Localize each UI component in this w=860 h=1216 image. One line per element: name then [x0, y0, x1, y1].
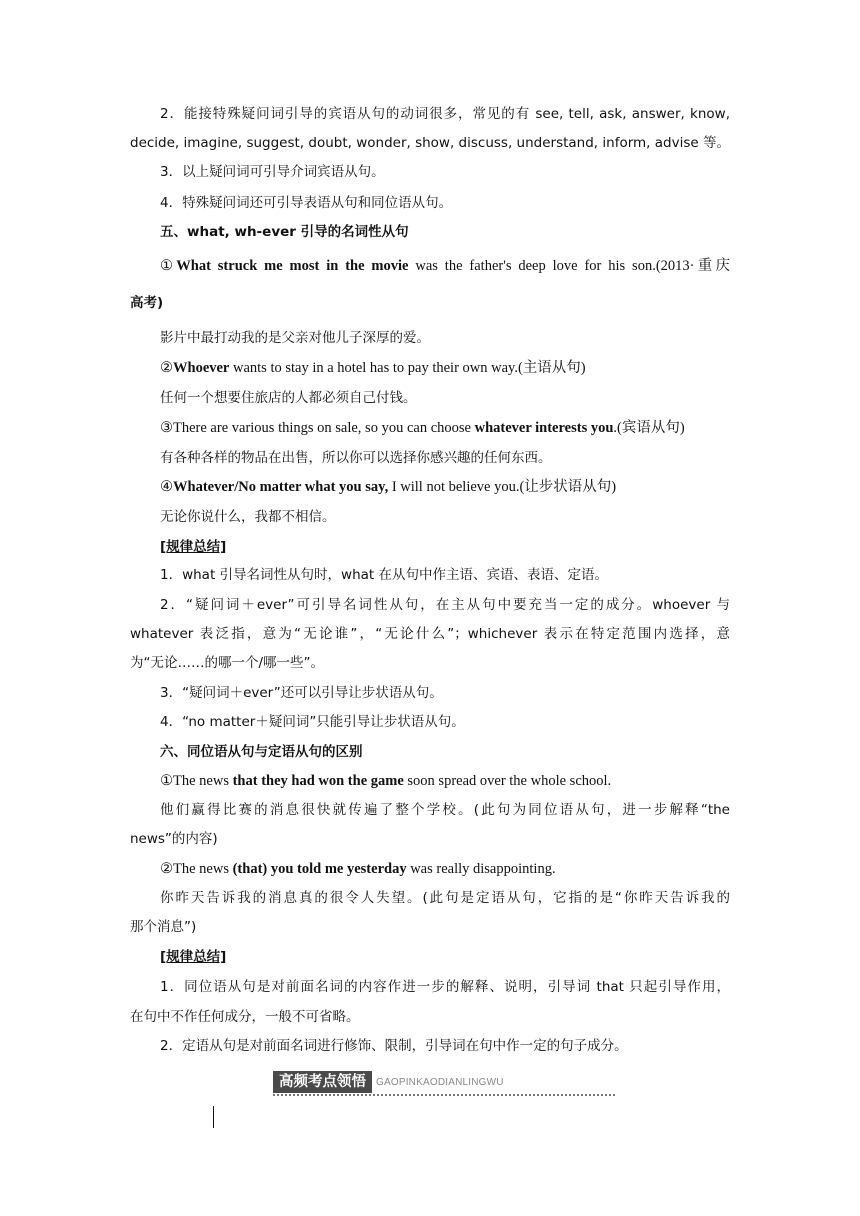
paragraph-line: 2．能接特殊疑问词引导的宾语从句的动词很多，常见的有 see, tell, ask, answer, know,: [160, 106, 730, 122]
paragraph-line: 在句中不作任何成分，一般不可省略。: [130, 1009, 360, 1025]
translation-line: news”的内容): [130, 831, 218, 847]
example-marker: ④: [160, 479, 173, 495]
example-sentence: [160, 477, 730, 497]
paragraph-line: decide, imagine, suggest, doubt, wonder, show, discuss, understand, inform, advise 等。: [130, 135, 730, 151]
section-heading: 六、同位语从句与定语从句的区别: [160, 744, 363, 760]
paragraph-line: 高考): [130, 295, 164, 311]
paragraph-line: whatever 表泛指，意为“无论谁”，“无论什么”；whichever 表示在特定范围内选择，意: [130, 626, 730, 642]
summary-tag: [规律总结]: [160, 539, 227, 555]
example-sentence: [160, 771, 730, 791]
sentence-text: was really disappointing.: [406, 861, 556, 877]
text-cursor: [213, 1106, 214, 1128]
paragraph-line: 4．“no matter＋疑问词”只能引导让步状语从句。: [160, 714, 465, 730]
translation-line: 任何一个想要住旅店的人都必须自己付钱。: [160, 390, 417, 406]
paragraph-line: 1．同位语从句是对前面名词的内容作进一步的解释、说明，引导词 that 只起引导作用，: [160, 979, 730, 995]
summary-tag: [规律总结]: [160, 949, 227, 965]
banner-underline: [273, 1094, 615, 1096]
paragraph-line: 4．特殊疑问词还可引导表语从句和同位语从句。: [160, 195, 453, 211]
highlighted-clause: Whoever: [173, 360, 230, 376]
sentence-text: soon spread over the whole school.: [403, 773, 612, 789]
sentence-text: I will not believe you.(让步状语从句): [388, 479, 617, 495]
sentence-text: ③There are various things on sale, so you can choose: [160, 420, 475, 436]
translation-line: 无论你说什么，我都不相信。: [160, 509, 336, 525]
example-sentence: [160, 418, 730, 438]
paragraph-line: 3．“疑问词＋ever”还可以引导让步状语从句。: [160, 685, 443, 701]
sentence-text: .(宾语从句): [613, 420, 685, 436]
example-marker: ②: [160, 360, 173, 376]
highlighted-clause: whatever interests you: [474, 420, 614, 436]
highlighted-clause: What struck me most in the movie: [176, 258, 409, 274]
highlighted-clause: that they had won the game: [232, 773, 404, 789]
highlighted-clause: Whatever/No matter what you say,: [173, 479, 389, 495]
paragraph-line: 1．what 引导名词性从句时，what 在从句中作主语、宾语、表语、定语。: [160, 567, 608, 583]
translation-line: 你昨天告诉我的消息真的很令人失望。(此句是定语从句，它指的是“你昨天告诉我的: [160, 890, 730, 906]
paragraph-line: 2．定语从句是对前面名词进行修饰、限制，引导词在句中作一定的句子成分。: [160, 1038, 628, 1054]
example-sentence: [160, 859, 730, 879]
translation-line: 有各种各样的物品在出售，所以你可以选择你感兴趣的任何东西。: [160, 450, 552, 466]
banner-title: 高频考点领悟: [273, 1071, 372, 1093]
example-sentence: [160, 358, 730, 378]
sentence-text: ②The news: [160, 861, 233, 877]
highlighted-clause: (that) you told me yesterday: [232, 861, 407, 877]
sentence-text: ①The news: [160, 773, 233, 789]
example-sentence: [160, 256, 730, 276]
paragraph-line: 2．“疑问词＋ever”可引导名词性从句，在主从句中要充当一定的成分。whoever 与: [160, 597, 730, 613]
paragraph-line: 为“无论……的哪一个/哪一些”。: [130, 655, 325, 671]
sentence-text: wants to stay in a hotel has to pay their own way.(主语从句): [229, 360, 586, 376]
paragraph-line: 3．以上疑问词可引导介词宾语从句。: [160, 164, 385, 180]
sentence-text: was the father's deep love for his son.(2013·重庆: [408, 258, 731, 274]
section-heading: 五、what, wh-ever 引导的名词性从句: [160, 224, 409, 240]
translation-line: 影片中最打动我的是父亲对他儿子深厚的爱。: [160, 330, 430, 346]
translation-line: 那个消息”): [130, 919, 197, 935]
example-marker: ①: [160, 258, 177, 274]
section-banner: [273, 1071, 504, 1093]
translation-line: 他们赢得比赛的消息很快就传遍了整个学校。(此句为同位语从句，进一步解释“the: [160, 802, 730, 818]
banner-pinyin: GAOPINKAODIANLINGWU: [376, 1076, 504, 1088]
